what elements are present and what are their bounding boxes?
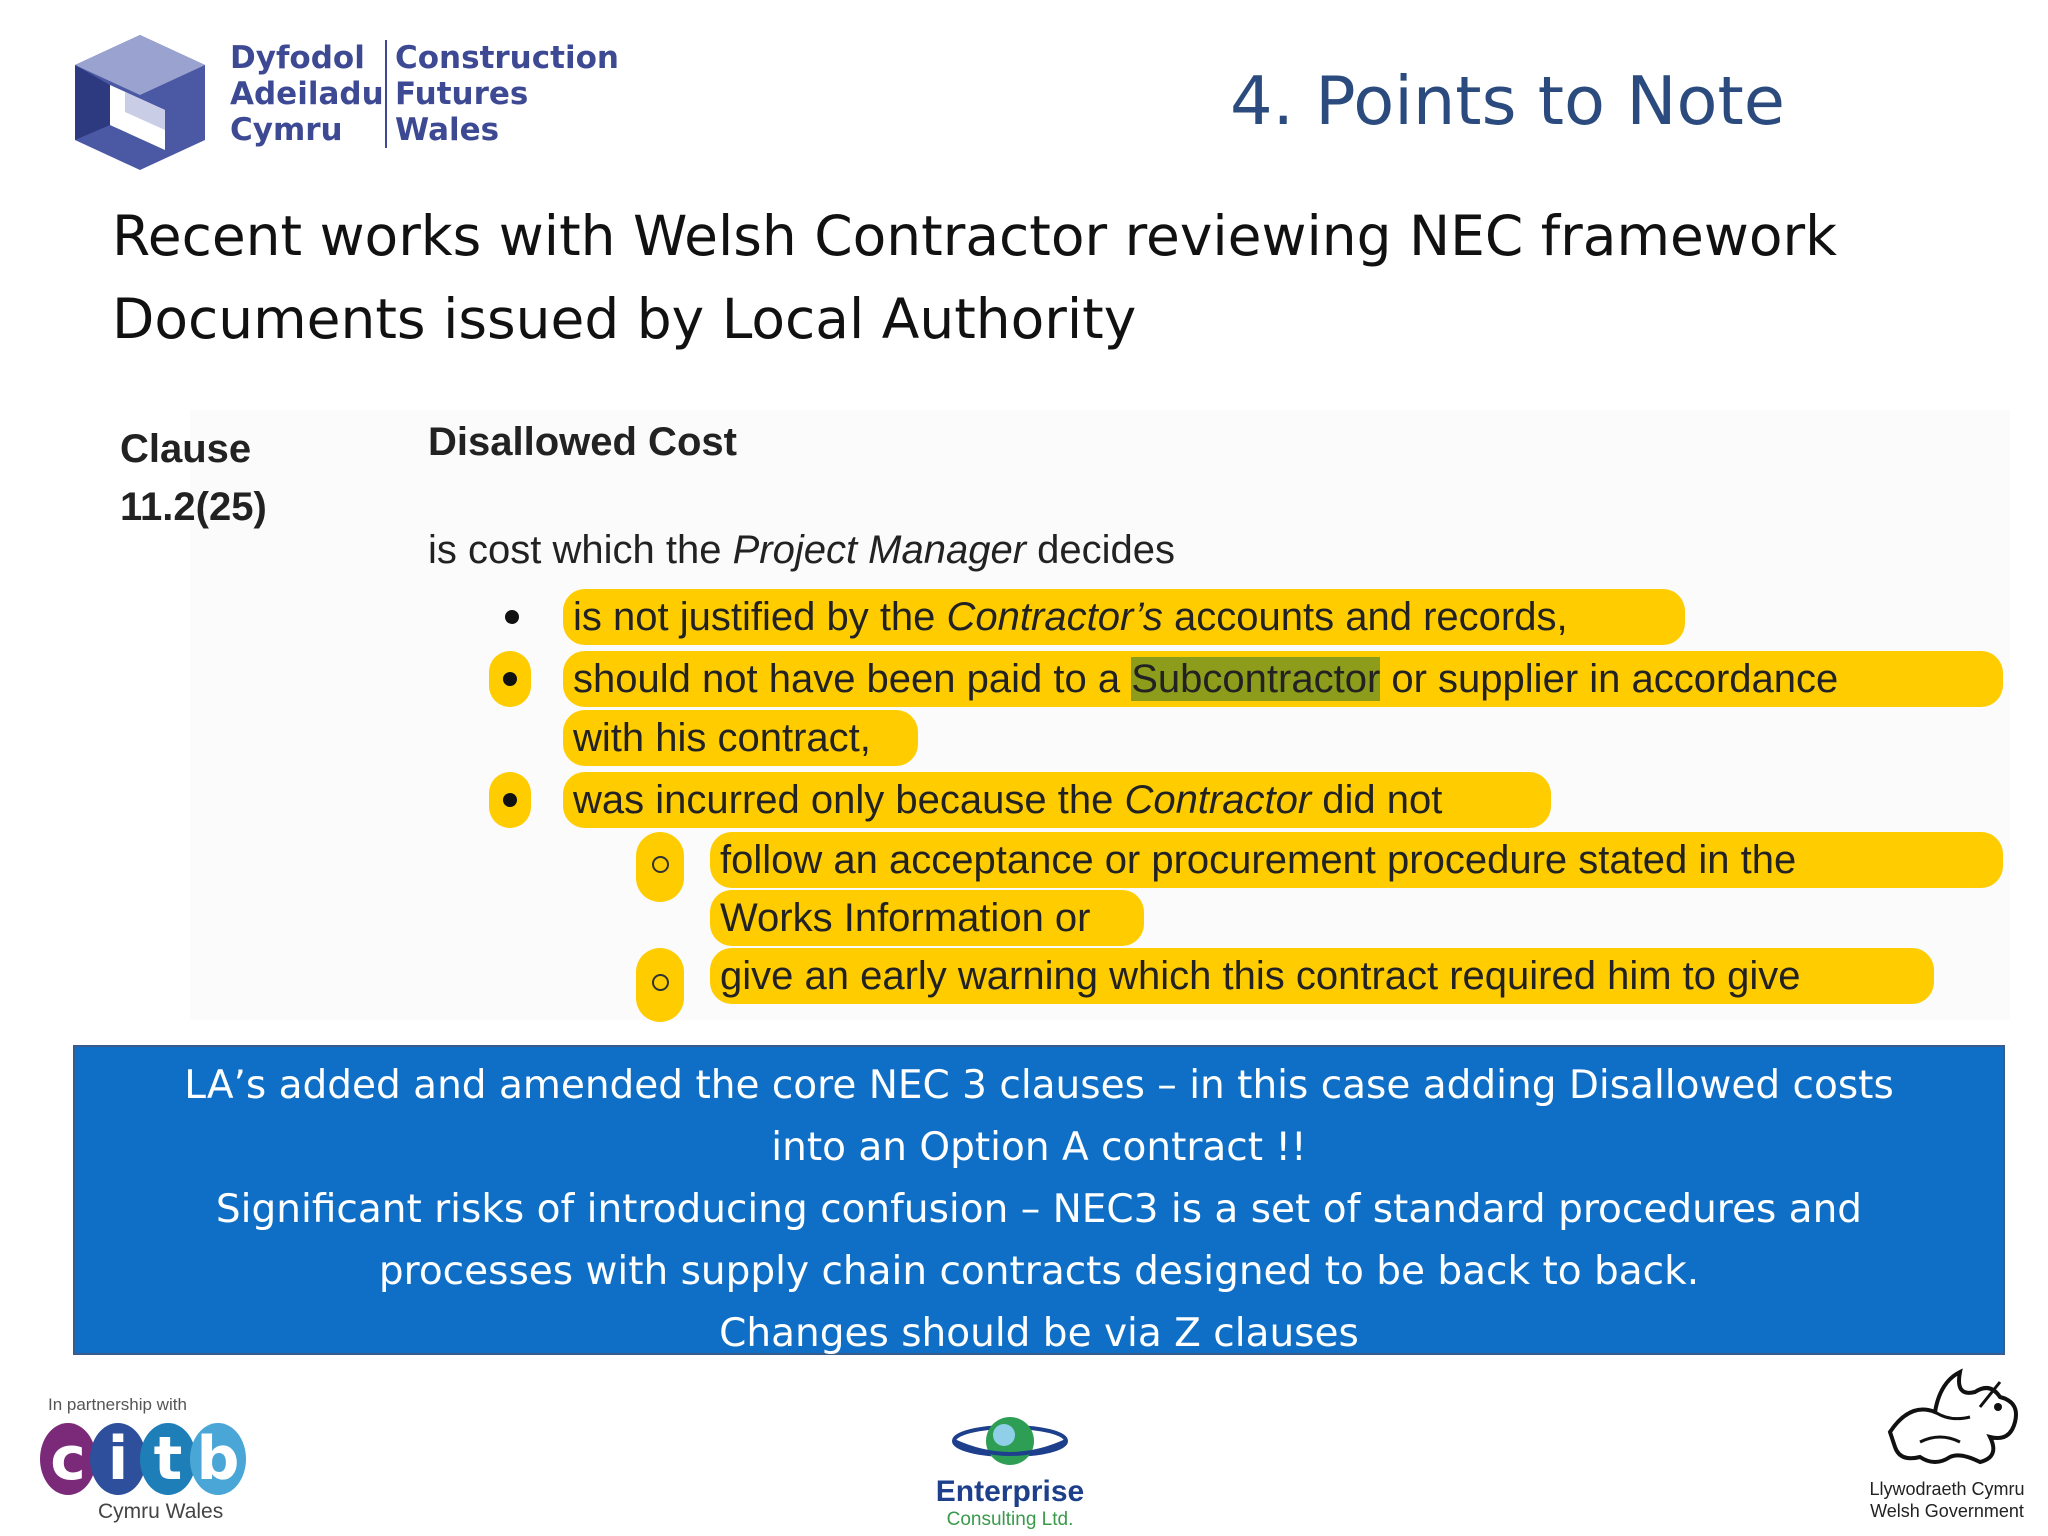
bullet-text bbox=[573, 651, 1838, 707]
logo-line: Adeiladu bbox=[230, 76, 384, 112]
bullet-circle-icon bbox=[652, 974, 669, 991]
note-line: Changes should be via Z clauses bbox=[719, 1311, 1359, 1356]
logo-line: Construction bbox=[395, 40, 619, 76]
bullet-text-part: was incurred only because the bbox=[573, 778, 1125, 822]
sub-bullet-text-cont: Works Information or bbox=[720, 896, 1091, 940]
cube-logo-icon bbox=[70, 30, 210, 175]
citb-logo bbox=[40, 1395, 260, 1530]
clause-label-line: 11.2(25) bbox=[120, 485, 267, 529]
logo-text-welsh bbox=[230, 40, 384, 148]
clause-label bbox=[120, 420, 267, 536]
enterprise-logo bbox=[910, 1405, 1110, 1535]
note-line: into an Option A contract !! bbox=[771, 1125, 1307, 1170]
citb-subtitle: Cymru Wales bbox=[98, 1500, 224, 1523]
logo-line: Dyfodol bbox=[230, 40, 365, 76]
enterprise-subtitle: Consulting Ltd. bbox=[946, 1509, 1074, 1530]
clause-heading: Disallowed Cost bbox=[428, 420, 737, 464]
subtitle-line: Recent works with Welsh Contractor reviewing NEC framework bbox=[112, 204, 1837, 268]
slide-subtitle bbox=[112, 195, 1837, 361]
citb-letter: t bbox=[140, 1423, 196, 1495]
dragon-logo-icon bbox=[1880, 1362, 2030, 1472]
note-line: Significant risks of introducing confusion – NEC3 is a set of standard procedures and bbox=[215, 1187, 1863, 1232]
wg-line: Llywodraeth Cymru bbox=[1869, 1479, 2025, 1499]
sub-bullet-text: give an early warning which this contract required him to give bbox=[720, 954, 1801, 998]
globe-logo-icon bbox=[950, 1405, 1070, 1477]
clause-intro bbox=[428, 528, 1175, 573]
bullet-text-part: should not have been paid to a bbox=[573, 657, 1132, 701]
citb-letter: b bbox=[190, 1423, 246, 1495]
note-box bbox=[73, 1045, 2005, 1355]
wg-line: Welsh Government bbox=[1870, 1501, 2024, 1521]
intro-emphasis: Project Manager bbox=[732, 528, 1027, 572]
citb-letter: c bbox=[40, 1423, 96, 1495]
bullet-circle-icon bbox=[652, 856, 669, 873]
bullet-text bbox=[573, 589, 1568, 645]
welsh-government-logo bbox=[1845, 1352, 2045, 1532]
logo-line: Futures bbox=[395, 76, 529, 112]
cfw-logo bbox=[70, 30, 619, 180]
intro-text: decides bbox=[1026, 528, 1176, 572]
sub-bullet-text: follow an acceptance or procurement procedure stated in the bbox=[720, 838, 1797, 882]
logo-line: Cymru bbox=[230, 112, 343, 148]
bullet-text bbox=[573, 772, 1442, 828]
bullet-text-part: accounts and records, bbox=[1162, 595, 1568, 639]
bullet-emphasis: Contractor’s bbox=[946, 595, 1163, 639]
note-line: LA’s added and amended the core NEC 3 clauses – in this case adding Disallowed costs bbox=[184, 1063, 1894, 1108]
intro-text: is cost which the bbox=[428, 528, 733, 572]
bullet-dot-icon bbox=[503, 672, 517, 686]
citb-letter: i bbox=[90, 1423, 146, 1495]
bullet-text-cont: with his contract, bbox=[573, 716, 871, 760]
citb-wordmark bbox=[40, 1423, 240, 1495]
slide-title: 4. Points to Note bbox=[1230, 62, 1785, 140]
logo-text-english bbox=[385, 40, 619, 148]
bullet-text-part: is not justified by the bbox=[573, 595, 947, 639]
bullet-text-part: or supplier in accordance bbox=[1380, 657, 1839, 701]
bullet-dot-icon bbox=[503, 793, 517, 807]
note-line: processes with supply chain contracts designed to be back to back. bbox=[378, 1249, 1700, 1294]
welsh-government-text bbox=[1857, 1478, 2037, 1522]
citb-caption: In partnership with bbox=[48, 1395, 187, 1414]
logo-line: Wales bbox=[395, 112, 500, 148]
subcontractor-mark: Subcontractor bbox=[1131, 657, 1381, 701]
enterprise-name: Enterprise bbox=[935, 1475, 1085, 1508]
clause-label-line: Clause bbox=[120, 427, 252, 471]
bullet-text-part: did not bbox=[1311, 778, 1443, 822]
bullet-dot-icon bbox=[505, 610, 519, 624]
subtitle-line: Documents issued by Local Authority bbox=[112, 287, 1137, 351]
bullet-emphasis: Contractor bbox=[1124, 778, 1312, 822]
